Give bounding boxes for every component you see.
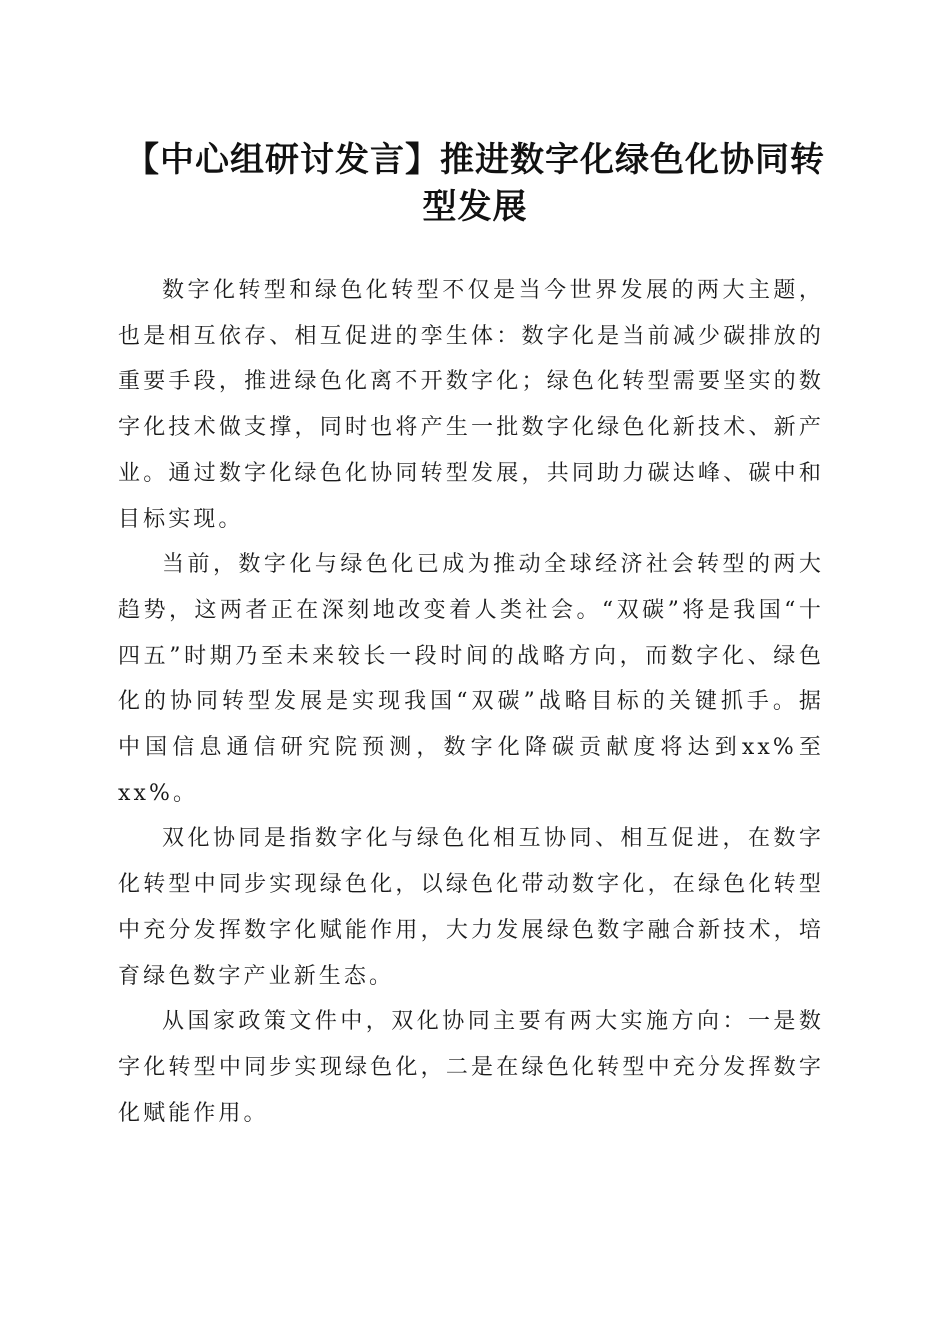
paragraph-2: 当前，数字化与绿色化已成为推动全球经济社会转型的两大趋势，这两者正在深刻地改变着人类社会。“双碳”将是我国“十四五”时期乃至未来较长一段时间的战略方向，而数字化、绿色化的协同转型发展是实现我国“双碳”战略目标的关键抓手。据中国信息通信研究院预测，数字化降碳贡献度将达到xx%至xx%。 <box>118 552 824 806</box>
document-title: 【中心组研讨发言】推进数字化绿色化协同转型发展 <box>125 140 825 227</box>
paragraph-4: 从国家政策文件中，双化协同主要有两大实施方向：一是数字化转型中同步实现绿色化，二是在绿色化转型中充分发挥数字化赋能作用。 <box>118 1009 824 1126</box>
paragraph-3: 双化协同是指数字化与绿色化相互协同、相互促进，在数字化转型中同步实现绿色化，以绿色化带动数字化，在绿色化转型中充分发挥数字化赋能作用，大力发展绿色数字融合新技术，培育绿色数字产业新生态。 <box>118 826 824 989</box>
document-body <box>118 268 824 1136</box>
paragraph-1: 数字化转型和绿色化转型不仅是当今世界发展的两大主题，也是相互依存、相互促进的孪生体：数字化是当前减少碳排放的重要手段，推进绿色化离不开数字化；绿色化转型需要坚实的数字化技术做支撑，同时也将产生一批数字化绿色化新技术、新产业。通过数字化绿色化协同转型发展，共同助力碳达峰、碳中和目标实现。 <box>118 278 824 532</box>
